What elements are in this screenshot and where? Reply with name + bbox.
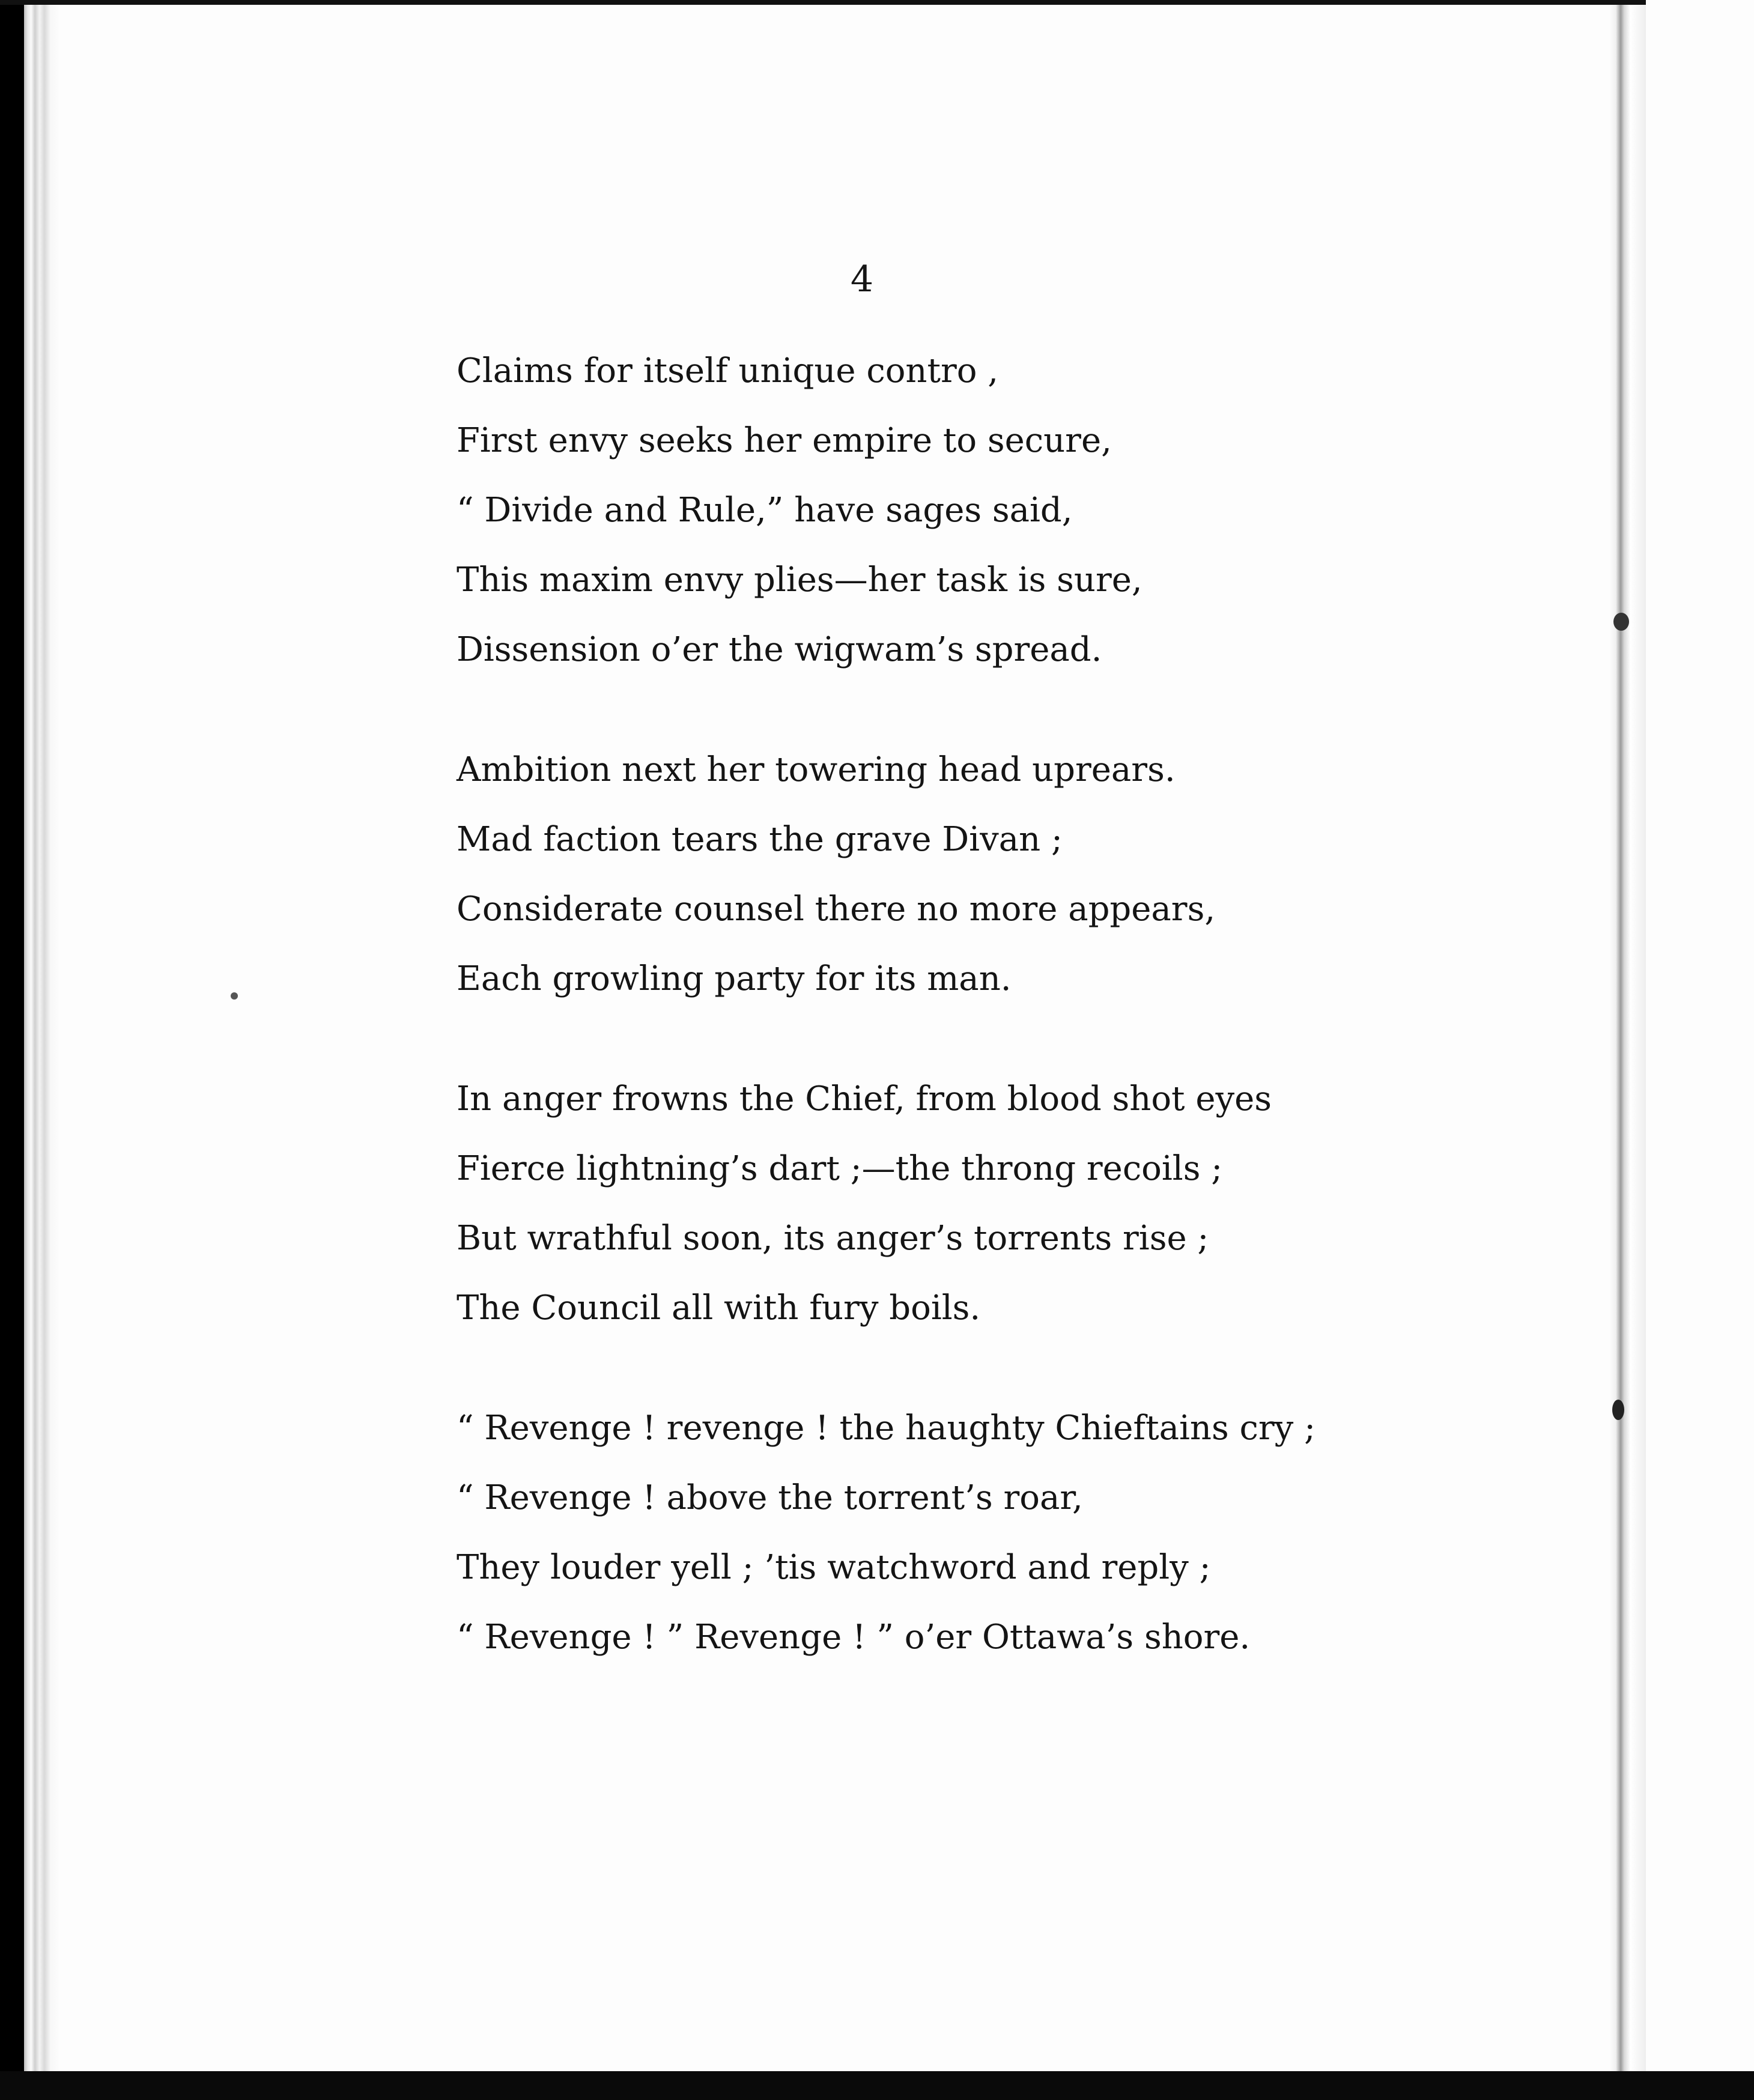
poem-line: Fierce lightning’s dart ;—the throng recoils ;: [457, 1149, 1223, 1188]
poem-line: Dissension o’er the wigwam’s spread.: [457, 630, 1102, 669]
scan-top-border: [0, 0, 1754, 5]
poem-line: The Council all with fury boils.: [457, 1288, 981, 1328]
stanza-2: [457, 735, 1550, 1014]
poem-line: In anger frowns the Chief, from blood shot eyes: [457, 1079, 1272, 1118]
poem-line: “ Divide and Rule,” have sages said,: [457, 491, 1073, 530]
scan-speck: [1612, 1400, 1624, 1420]
stanza-4: [457, 1394, 1550, 1672]
page-right-edge: [1610, 5, 1646, 2071]
poem-line: They louder yell ; ’tis watchword and reply ;: [457, 1548, 1211, 1587]
poem-line: “ Revenge ! ” Revenge ! ” o’er Ottawa’s shore.: [457, 1618, 1251, 1657]
page-left-edge: [24, 5, 60, 2071]
poem-line: First envy seeks her empire to secure,: [457, 421, 1112, 460]
page-number: 4: [850, 258, 874, 300]
scan-speck: [1613, 613, 1629, 631]
scan-bottom-border: [0, 2071, 1754, 2100]
poem-line: Each growling party for its man.: [457, 959, 1012, 998]
poem-line: Mad faction tears the grave Divan ;: [457, 820, 1063, 859]
poem-body: [457, 336, 1550, 1723]
stanza-1: [457, 336, 1550, 685]
poem-line: “ Revenge ! revenge ! the haughty Chieftains cry ;: [457, 1409, 1316, 1448]
poem-line: This maxim envy plies—her task is sure,: [457, 560, 1143, 599]
scan-right-margin: [1646, 0, 1754, 2100]
poem-line: Claims for itself unique contro ,: [457, 351, 999, 390]
poem-line: Considerate counsel there no more appears,: [457, 890, 1216, 929]
scan-speck: [231, 992, 238, 1000]
poem-line: Ambition next her towering head uprears.: [457, 750, 1176, 789]
stanza-3: [457, 1064, 1550, 1343]
poem-line: But wrathful soon, its anger’s torrents rise ;: [457, 1219, 1209, 1258]
poem-line: “ Revenge ! above the torrent’s roar,: [457, 1478, 1083, 1517]
